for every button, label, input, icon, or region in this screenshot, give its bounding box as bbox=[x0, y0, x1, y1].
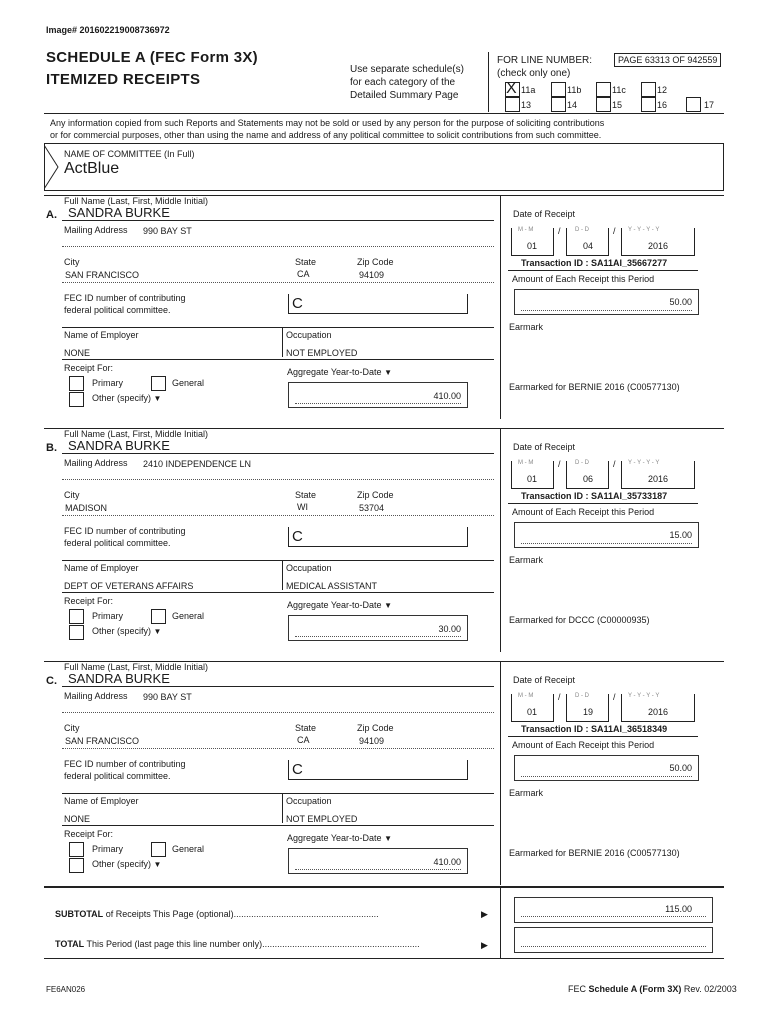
year-value: 2016 bbox=[648, 474, 669, 484]
fec-id-field[interactable] bbox=[288, 294, 468, 314]
line-13-label: 13 bbox=[521, 100, 532, 110]
day-value: 19 bbox=[583, 707, 594, 717]
aggregate-label: Aggregate Year-to-Date ▼ bbox=[287, 833, 393, 843]
line-number-label: FOR LINE NUMBER: bbox=[497, 55, 593, 66]
contributor-name: SANDRA BURKE bbox=[68, 671, 170, 686]
fec-id-label: FEC ID number of contributing federal political committee. bbox=[64, 293, 186, 315]
full-name-label: Full Name (Last, First, Middle Initial) bbox=[64, 196, 209, 206]
general-label: General bbox=[172, 378, 205, 388]
month-field[interactable]: M - M 01 bbox=[511, 694, 554, 722]
entry-letter: A. bbox=[46, 209, 57, 221]
amount-box bbox=[514, 289, 699, 315]
occupation-value: NOT EMPLOYED bbox=[286, 814, 358, 824]
other-label: Other (specify) ▼ bbox=[92, 626, 162, 636]
committee-bracket bbox=[44, 143, 64, 191]
day-field[interactable]: D - D 06 bbox=[566, 461, 609, 489]
day-value: 04 bbox=[583, 241, 594, 251]
month-field[interactable]: M - M 01 bbox=[511, 461, 554, 489]
earmark-text: Earmarked for BERNIE 2016 (C00577130) bbox=[509, 848, 680, 858]
employer-label: Name of Employer bbox=[64, 330, 139, 340]
zip-label: Zip Code bbox=[357, 257, 394, 267]
line-14-label: 14 bbox=[567, 100, 578, 110]
amount-box bbox=[514, 522, 699, 548]
contributor-name: SANDRA BURKE bbox=[68, 438, 170, 453]
line-11c-label: 11c bbox=[612, 85, 626, 95]
zip-value: 94109 bbox=[359, 270, 385, 280]
line-14-checkbox[interactable] bbox=[551, 97, 566, 112]
occupation-label: Occupation bbox=[286, 563, 332, 573]
aggregate-box bbox=[288, 615, 468, 641]
zip-value: 53704 bbox=[359, 503, 385, 513]
mailing-address: 990 BAY ST bbox=[143, 692, 192, 702]
amount-value: 50.00 bbox=[669, 763, 692, 773]
earmark-label: Earmark bbox=[509, 322, 544, 332]
month-value: 01 bbox=[527, 707, 538, 717]
footer-form-id: FEC Schedule A (Form 3X) Rev. 02/2003 bbox=[568, 984, 737, 994]
year-value: 2016 bbox=[648, 241, 669, 251]
earmark-label: Earmark bbox=[509, 788, 544, 798]
year-field[interactable]: Y - Y - Y - Y 2016 bbox=[621, 228, 695, 256]
city-label: City bbox=[64, 490, 80, 500]
day-value: 06 bbox=[583, 474, 594, 484]
line-11b-label: 11b bbox=[567, 85, 582, 95]
amount-label: Amount of Each Receipt this Period bbox=[512, 274, 655, 284]
entry-letter: B. bbox=[46, 442, 57, 454]
aggregate-value: 30.00 bbox=[438, 624, 461, 634]
primary-label: Primary bbox=[92, 378, 123, 388]
general-label: General bbox=[172, 844, 205, 854]
subtotal-row: SUBTOTAL of Receipts This Page (optional).......................................................... bbox=[55, 909, 379, 919]
employer-value: NONE bbox=[64, 348, 91, 358]
chevron-down-icon: ▼ bbox=[153, 860, 162, 869]
subtotal-box bbox=[514, 897, 713, 923]
fec-id-label: FEC ID number of contributing federal political committee. bbox=[64, 526, 186, 548]
earmark-text: Earmarked for DCCC (C00000935) bbox=[509, 615, 650, 625]
primary-label: Primary bbox=[92, 611, 123, 621]
receipt-for-label: Receipt For: bbox=[64, 829, 114, 839]
line-11c-checkbox[interactable] bbox=[596, 82, 611, 97]
month-value: 01 bbox=[527, 474, 538, 484]
earmark-label: Earmark bbox=[509, 555, 544, 565]
entry-letter: C. bbox=[46, 675, 57, 687]
transaction-id: Transaction ID : SA11AI_35733187 bbox=[521, 491, 668, 501]
zip-label: Zip Code bbox=[357, 490, 394, 500]
primary-checkbox[interactable] bbox=[69, 376, 84, 391]
month-value: 01 bbox=[527, 241, 538, 251]
other-checkbox[interactable] bbox=[69, 625, 84, 640]
mailing-address-label: Mailing Address bbox=[64, 225, 128, 235]
fec-id-prefix: C bbox=[292, 528, 303, 545]
primary-label: Primary bbox=[92, 844, 123, 854]
occupation-value: NOT EMPLOYED bbox=[286, 348, 358, 358]
date-of-receipt-label: Date of Receipt bbox=[513, 442, 576, 452]
primary-checkbox[interactable] bbox=[69, 842, 84, 857]
schedule-subtitle: ITEMIZED RECEIPTS bbox=[46, 71, 201, 88]
mailing-address: 990 BAY ST bbox=[143, 226, 192, 236]
line-17-label: 17 bbox=[704, 100, 715, 110]
line-15-label: 15 bbox=[612, 100, 623, 110]
city-value: SAN FRANCISCO bbox=[65, 736, 140, 746]
month-field[interactable]: M - M 01 bbox=[511, 228, 554, 256]
general-label: General bbox=[172, 611, 205, 621]
line-15-checkbox[interactable] bbox=[596, 97, 611, 112]
fec-id-field[interactable] bbox=[288, 527, 468, 547]
receipt-for-label: Receipt For: bbox=[64, 596, 114, 606]
amount-label: Amount of Each Receipt this Period bbox=[512, 507, 655, 517]
fec-id-prefix: C bbox=[292, 761, 303, 778]
line-11a-label: 11a bbox=[521, 85, 536, 95]
employer-label: Name of Employer bbox=[64, 563, 139, 573]
general-checkbox[interactable] bbox=[151, 609, 166, 624]
total-arrow: ▶ bbox=[481, 940, 488, 950]
general-checkbox[interactable] bbox=[151, 842, 166, 857]
line-12-checkbox[interactable] bbox=[641, 82, 656, 97]
amount-box bbox=[514, 755, 699, 781]
amount-label: Amount of Each Receipt this Period bbox=[512, 740, 655, 750]
general-checkbox[interactable] bbox=[151, 376, 166, 391]
fec-id-field[interactable] bbox=[288, 760, 468, 780]
usage-notice: Any information copied from such Reports and Statements may not be sold or used by any person for the purpose of soliciting contributions or for commercial purposes, other than using the name and address of any political committee to solicit contributions from such committee. bbox=[50, 118, 605, 140]
other-checkbox[interactable] bbox=[69, 392, 84, 407]
fec-id-label: FEC ID number of contributing federal political committee. bbox=[64, 759, 186, 781]
line-17-checkbox[interactable] bbox=[686, 97, 701, 112]
committee-name: ActBlue bbox=[64, 160, 120, 177]
occupation-value: MEDICAL ASSISTANT bbox=[286, 581, 378, 591]
aggregate-box bbox=[288, 848, 468, 874]
chevron-down-icon: ▼ bbox=[153, 394, 162, 403]
state-label: State bbox=[295, 723, 317, 733]
date-of-receipt-label: Date of Receipt bbox=[513, 209, 576, 219]
image-id: Image# 201602219008736972 bbox=[46, 25, 170, 35]
state-value: WI bbox=[297, 502, 308, 512]
employer-value: NONE bbox=[64, 814, 91, 824]
receipt-for-label: Receipt For: bbox=[64, 363, 114, 373]
line-16-checkbox[interactable] bbox=[641, 97, 656, 112]
chevron-down-icon: ▼ bbox=[384, 601, 393, 610]
state-label: State bbox=[295, 490, 317, 500]
primary-checkbox[interactable] bbox=[69, 609, 84, 624]
year-field[interactable]: Y - Y - Y - Y 2016 bbox=[621, 694, 695, 722]
line-11a-checkbox[interactable]: X bbox=[505, 82, 520, 97]
zip-value: 94109 bbox=[359, 736, 385, 746]
other-label: Other (specify) ▼ bbox=[92, 393, 162, 403]
city-value: SAN FRANCISCO bbox=[65, 270, 140, 280]
occupation-label: Occupation bbox=[286, 330, 332, 340]
city-value: MADISON bbox=[65, 503, 108, 513]
full-name-label: Full Name (Last, First, Middle Initial) bbox=[64, 662, 209, 672]
other-label: Other (specify) ▼ bbox=[92, 859, 162, 869]
date-of-receipt-label: Date of Receipt bbox=[513, 675, 576, 685]
aggregate-value: 410.00 bbox=[433, 391, 461, 401]
schedule-instruction: Use separate schedule(s) for each category of the Detailed Summary Page bbox=[350, 64, 464, 101]
transaction-id: Transaction ID : SA11AI_35667277 bbox=[521, 258, 668, 268]
line-13-checkbox[interactable] bbox=[505, 97, 520, 112]
full-name-label: Full Name (Last, First, Middle Initial) bbox=[64, 429, 209, 439]
mailing-address-label: Mailing Address bbox=[64, 691, 128, 701]
page-number: PAGE 63313 OF 942559 bbox=[614, 53, 721, 67]
schedule-title: SCHEDULE A (FEC Form 3X) bbox=[46, 49, 258, 66]
city-label: City bbox=[64, 257, 80, 267]
chevron-down-icon: ▼ bbox=[384, 368, 393, 377]
check-only-one: (check only one) bbox=[497, 68, 571, 79]
committee-label: NAME OF COMMITTEE (In Full) bbox=[64, 149, 195, 159]
mailing-address-label: Mailing Address bbox=[64, 458, 128, 468]
aggregate-box bbox=[288, 382, 468, 408]
chevron-down-icon: ▼ bbox=[153, 627, 162, 636]
line-11b-checkbox[interactable] bbox=[551, 82, 566, 97]
aggregate-value: 410.00 bbox=[433, 857, 461, 867]
footer-code: FE6AN026 bbox=[46, 985, 86, 994]
mailing-address: 2410 INDEPENDENCE LN bbox=[143, 459, 252, 469]
subtotal-value: 115.00 bbox=[665, 904, 692, 914]
subtotal-arrow: ▶ bbox=[481, 909, 488, 919]
day-field[interactable]: D - D 04 bbox=[566, 228, 609, 256]
state-value: CA bbox=[297, 269, 310, 279]
line-12-label: 12 bbox=[657, 85, 668, 95]
employer-label: Name of Employer bbox=[64, 796, 139, 806]
year-value: 2016 bbox=[648, 707, 669, 717]
employer-value: DEPT OF VETERANS AFFAIRS bbox=[64, 581, 194, 591]
chevron-down-icon: ▼ bbox=[384, 834, 393, 843]
aggregate-label: Aggregate Year-to-Date ▼ bbox=[287, 600, 393, 610]
contributor-name: SANDRA BURKE bbox=[68, 205, 170, 220]
aggregate-label: Aggregate Year-to-Date ▼ bbox=[287, 367, 393, 377]
transaction-id: Transaction ID : SA11AI_36518349 bbox=[521, 724, 668, 734]
fec-id-prefix: C bbox=[292, 295, 303, 312]
year-field[interactable]: Y - Y - Y - Y 2016 bbox=[621, 461, 695, 489]
city-label: City bbox=[64, 723, 80, 733]
zip-label: Zip Code bbox=[357, 723, 394, 733]
line-16-label: 16 bbox=[657, 100, 668, 110]
state-value: CA bbox=[297, 735, 310, 745]
amount-value: 15.00 bbox=[669, 530, 692, 540]
total-row: TOTAL This Period (last page this line number only)............................................................... bbox=[55, 939, 420, 949]
other-checkbox[interactable] bbox=[69, 858, 84, 873]
day-field[interactable]: D - D 19 bbox=[566, 694, 609, 722]
amount-value: 50.00 bbox=[669, 297, 692, 307]
state-label: State bbox=[295, 257, 317, 267]
total-box bbox=[514, 927, 713, 953]
earmark-text: Earmarked for BERNIE 2016 (C00577130) bbox=[509, 382, 680, 392]
occupation-label: Occupation bbox=[286, 796, 332, 806]
